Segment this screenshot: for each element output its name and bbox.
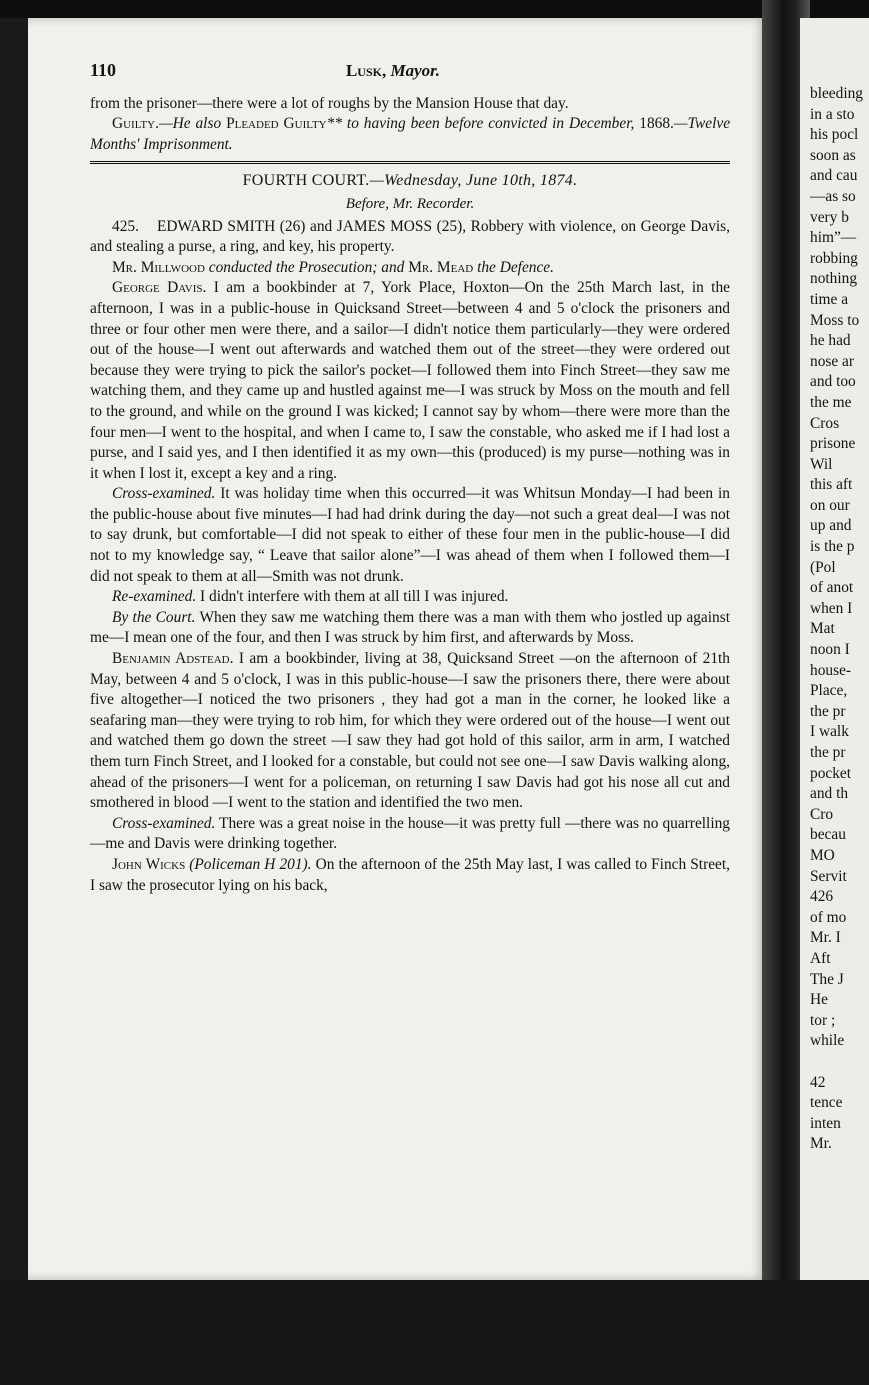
cross-examination-davis	[90, 484, 730, 587]
page-header	[90, 60, 730, 82]
speaker-role: (Policeman H 201).	[185, 855, 312, 873]
right-page-line: and th	[810, 785, 849, 803]
right-page-line: MO	[810, 846, 835, 864]
verdict-text-2: ** to having been before convicted in December,	[326, 115, 635, 133]
testimony-text: There was a great noise in the house—it was pretty full —there was no quarrelling—me and Davis were drinking together.	[90, 814, 730, 853]
right-page-line: this aft	[810, 476, 853, 494]
speaker-name: Benjamin Adstead.	[112, 650, 234, 668]
right-page-line: robbing	[810, 249, 858, 267]
testimony-text: I didn't interfere with them at all till I was injured.	[196, 588, 509, 606]
right-page-line: nothing	[810, 270, 858, 288]
case-heading	[90, 217, 730, 258]
re-examination-davis	[90, 587, 730, 608]
speaker-name: George Davis.	[112, 279, 207, 297]
right-page-line: pocket	[810, 764, 852, 782]
testimony-text: I am a bookbinder at 7, York Place, Hoxton—On the 25th March last, in the afternoon, I was in a public-house in Quicksand Street—between 4 and 5 o'clock the prisoners and three or four other men were there, and a sailor—I didn't notice them particularly—they were ordered out of the house—I went out afterwards and watched them out of the street—they were ordered out because they were trying to pick the sailor's pocket—I followed them into Finch Street—they saw me watching them, and they came up and hustled against me—I was struck by Moss on the mouth and fell to the ground, and while on the ground I was kicked; I cannot say by whom—there were more than the four men—I went to the hospital, and when I came to, I saw the constable, who asked me if I had lost a purse, and I said yes, and I then identified it as my own—this (produced) is my purse—nothing was in it when I lost it, except a key and a ring.	[90, 279, 730, 482]
right-page-line: tence	[810, 1094, 843, 1112]
right-page-line: —as so	[810, 187, 856, 205]
counsel-defence: Mr. Mead	[408, 258, 474, 276]
verdict	[90, 114, 730, 155]
right-page-line: very b	[810, 208, 849, 226]
right-page-line: (Pol	[810, 558, 836, 576]
page-number: 110	[90, 60, 117, 80]
cross-examination-adstead	[90, 814, 730, 855]
right-page-line: tor ;	[810, 1011, 836, 1029]
counsel-prosecution: Mr. Millwood	[112, 258, 205, 276]
scan-border	[0, 0, 869, 18]
examination-label: Re-examined.	[112, 588, 197, 606]
section-rule	[90, 161, 730, 167]
case-number: 425.	[112, 217, 139, 235]
right-page-line: I walk	[810, 723, 849, 741]
right-page-line: him”—	[810, 229, 857, 247]
right-page-line: Aft	[810, 949, 831, 967]
right-page-line: The J	[810, 970, 844, 988]
examination-label: Cross-examined.	[112, 814, 216, 832]
right-page-text	[810, 84, 869, 1155]
right-page-line: He	[810, 991, 828, 1009]
counsel-line	[90, 258, 730, 279]
right-page-line: bleeding	[810, 85, 863, 102]
testimony-adstead	[90, 649, 730, 814]
examination-label: By the Court.	[112, 608, 196, 626]
right-page-line: Mr.	[810, 1135, 832, 1153]
right-page-line: 426	[810, 888, 834, 906]
right-page-line: on our	[810, 496, 850, 514]
right-page-line: Cro	[810, 805, 834, 823]
right-page-line: of anot	[810, 579, 854, 597]
right-page-line: Wil	[810, 455, 833, 473]
running-head-name: Lusk,	[345, 61, 387, 80]
right-page-line: time a	[810, 290, 849, 308]
right-page-line: nose ar	[810, 352, 855, 370]
right-page-line: up and	[810, 517, 852, 535]
court-name: FOURTH COURT.	[242, 172, 370, 190]
court-question-davis	[90, 608, 730, 649]
before-judge: Before, Mr. Recorder.	[345, 195, 475, 212]
right-page-line: the pr	[810, 702, 846, 720]
right-page-line: Mat	[810, 620, 835, 638]
right-page-line: becau	[810, 826, 846, 844]
running-head-title: Mayor.	[390, 61, 441, 80]
right-page-line: is the p	[810, 538, 855, 556]
right-page-line: house-	[810, 661, 852, 679]
counsel-text-1: conducted the Prosecution; and	[204, 258, 409, 276]
sentence: —Twelve Months' Imprisonment.	[90, 115, 731, 153]
right-page-line: in a sto	[810, 105, 855, 123]
case-charge: Robbery with violence, on George Davis, and stealing a purse, a ring, and key, his property.	[90, 217, 731, 256]
right-page-line: and cau	[810, 167, 858, 185]
right-page-line: inten	[810, 1114, 841, 1132]
pleaded-label: Pleaded Guilty	[226, 115, 327, 133]
right-page-line: Moss to	[810, 311, 860, 329]
right-page-line: and too	[810, 373, 856, 391]
right-page-line: the me	[810, 393, 852, 411]
right-page-line: prisone	[810, 435, 856, 453]
running-head	[116, 61, 730, 82]
page-content	[90, 60, 730, 896]
scan-border-bottom	[0, 1280, 869, 1385]
right-page-line: soon as	[810, 146, 856, 164]
testimony-text: On the afternoon of the 25th May last, I was called to Finch Street, I saw the prosecutor lying on his back,	[90, 855, 730, 894]
right-page	[800, 18, 869, 1280]
right-page-line: Place,	[810, 682, 848, 700]
continuation-text: from the prisoner—there were a lot of roughs by the Mansion House that day.	[90, 94, 569, 112]
testimony-text: When they saw me watching them there was a man with them who jostled up against me—I mean one of the four, and then I was struck by him first, and afterwards by Moss.	[90, 608, 730, 647]
testimony-davis	[90, 278, 730, 484]
right-page-line	[810, 1052, 869, 1073]
court-date: —Wednesday, June 10th, 1874.	[369, 172, 578, 190]
right-page-line: the pr	[810, 744, 846, 761]
right-page-line: Mr. I	[810, 929, 841, 947]
right-page-line: Servit	[810, 867, 847, 885]
right-page-line: his pocl	[810, 126, 859, 144]
speaker-name: John Wicks	[112, 855, 186, 873]
guilty-label: Guilty.	[112, 115, 159, 133]
right-page-line: he had	[810, 332, 851, 350]
court-heading	[90, 171, 730, 192]
testimony-text: I am a bookbinder, living at 38, Quicksand Street —on the afternoon of 21th May, between 4 and 5 o'clock, I was in this public-house—I saw the prisoners there, there were about five altogether—I noticed the two prisoners , they had got a man in the corner, he looked like a seafaring man—they were trying to rob him, for which they were ordered out of the house—I went out and watched them go down the street —I saw they had got hold of this sailor, arm in arm, I watched them turn Finch Street, and I looked for a constable, but could not see one—I saw Davis walking along, ahead of the prisoners—I went for a policeman, on returning I saw Davis had got his nose all cut and smothered in blood —I went to the station and identified the two men.	[90, 650, 730, 812]
case-defendants: EDWARD SMITH (26) and JAMES MOSS (25),	[156, 217, 467, 235]
testimony-wicks	[90, 855, 730, 896]
right-page-line: 42	[810, 1073, 826, 1091]
right-page-line: of mo	[810, 908, 847, 926]
counsel-text-2: the Defence.	[473, 258, 554, 276]
right-page-line: while	[810, 1032, 845, 1050]
right-page-line: Cros	[810, 414, 840, 432]
right-page-line: when I	[810, 599, 853, 617]
examination-label: Cross-examined.	[112, 485, 216, 503]
right-page-line: noon I	[810, 641, 850, 659]
testimony-text: It was holiday time when this occurred—it was Whitsun Monday—I had been in the public-house about five minutes—I had had drink during the day—not such a great deal—I was not to say drunk, but comfortable—I did not speak to either of these four men in the public-house—I did not to my knowledge say, “ Leave that sailor alone”—I was ahead of them when I followed them—I did not speak to them at all—Smith was not drunk.	[90, 485, 730, 585]
verdict-year: 1868.	[634, 115, 674, 133]
verdict-text-1: —He also	[158, 115, 227, 133]
